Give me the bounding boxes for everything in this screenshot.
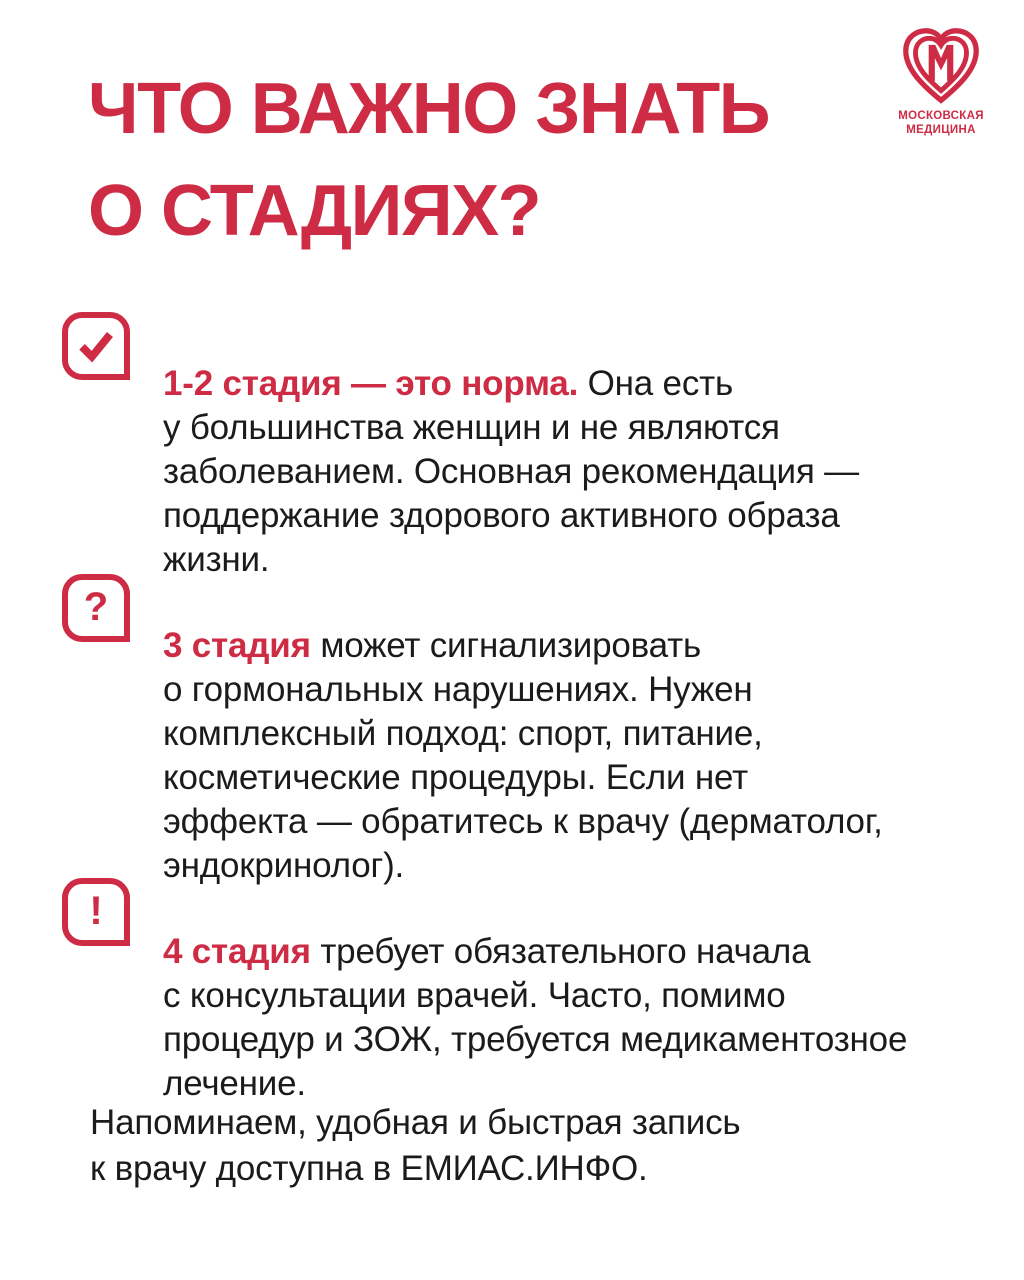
question-icon: ? <box>62 574 130 642</box>
exclamation-icon: ! <box>62 878 130 946</box>
info-item-2 <box>163 580 973 888</box>
item-body: Она есть у большинства женщин и не являются заболеванием. Основная рекомендация — поддержание здорового активного образа жизни. <box>163 364 859 579</box>
footer-note: Напоминаем, удобная и быстрая запись к врачу доступна в ЕМИАС.ИНФО. <box>90 1103 741 1188</box>
item-lead: 4 стадия <box>163 932 311 971</box>
info-item-1 <box>163 318 973 582</box>
item-lead: 3 стадия <box>163 626 311 665</box>
checkmark-icon <box>62 312 130 380</box>
item-body: может сигнализировать о гормональных нарушениях. Нужен комплексный подход: спорт, питание, косметические процедуры. Если нет эффекта — обратитесь к врачу (дерматолог, эндокринолог). <box>163 626 883 885</box>
item-lead: 1-2 стадия — это норма. <box>163 364 579 403</box>
info-item-3 <box>163 886 973 1106</box>
page-title: ЧТО ВАЖНО ЗНАТЬ О СТАДИЯХ? <box>88 69 770 251</box>
brand-caption: МОСКОВСКАЯ МЕДИЦИНА <box>898 110 984 136</box>
heart-logo-icon <box>876 26 1006 106</box>
brand-logo <box>876 26 1006 137</box>
item-body: требует обязательного начала с консультации врачей. Часто, помимо процедур и ЗОЖ, требуется медикаментозное лечение. <box>163 932 908 1103</box>
